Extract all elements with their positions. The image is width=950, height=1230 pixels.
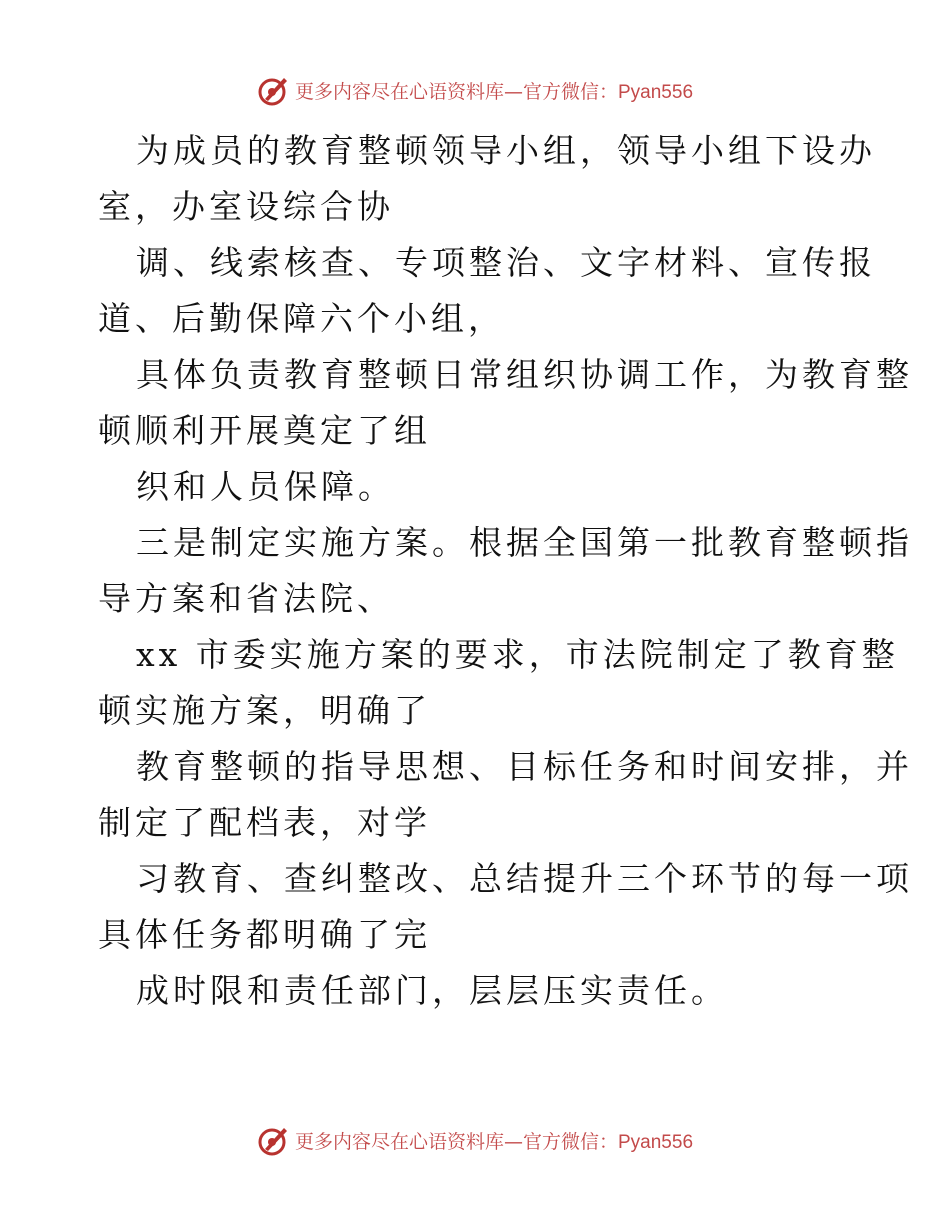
body-line: 顿顺利开展奠定了组	[98, 411, 431, 450]
brand-text: 更多内容尽在心语资料库	[294, 80, 504, 103]
wechat-account: Pyan556	[618, 1131, 694, 1153]
body-line: 具体负责教育整顿日常组织协调工作，为教育整	[136, 355, 913, 394]
body-line: 制定了配档表，对学	[98, 803, 431, 842]
body-line: 道、后勤保障六个小组，	[98, 299, 505, 338]
body-line: 织和人员保障。	[136, 467, 395, 506]
body-line: 习教育、查纠整改、总结提升三个环节的每一项	[136, 859, 913, 898]
quill-pen-logo-icon	[257, 73, 291, 107]
body-line: 顿实施方案，明确了	[98, 691, 431, 730]
separator: —	[503, 1130, 523, 1153]
footer-banner	[0, 1120, 950, 1160]
quill-pen-logo-icon	[257, 1123, 291, 1157]
banner-text	[295, 1127, 693, 1154]
document-body	[98, 123, 913, 1019]
wechat-label: 官方微信：	[522, 80, 618, 103]
body-line: 具体任务都明确了完	[98, 915, 431, 954]
separator: —	[503, 80, 523, 103]
wechat-account: Pyan556	[618, 81, 694, 103]
body-line: 室，办室设综合协	[98, 187, 394, 226]
body-line: 为成员的教育整顿领导小组，领导小组下设办	[136, 131, 876, 170]
body-line: 调、线索核查、专项整治、文字材料、宣传报	[136, 243, 876, 282]
body-line: 导方案和省法院、	[98, 579, 394, 618]
body-line: 三是制定实施方案。根据全国第一批教育整顿指	[136, 523, 913, 562]
banner-text	[295, 77, 693, 104]
brand-text: 更多内容尽在心语资料库	[294, 1130, 504, 1153]
header-banner	[0, 70, 950, 110]
body-line: 成时限和责任部门，层层压实责任。	[136, 971, 728, 1010]
body-line: 教育整顿的指导思想、目标任务和时间安排，并	[136, 747, 913, 786]
wechat-label: 官方微信：	[522, 1130, 618, 1153]
body-line: xx 市委实施方案的要求，市法院制定了教育整	[136, 635, 899, 674]
